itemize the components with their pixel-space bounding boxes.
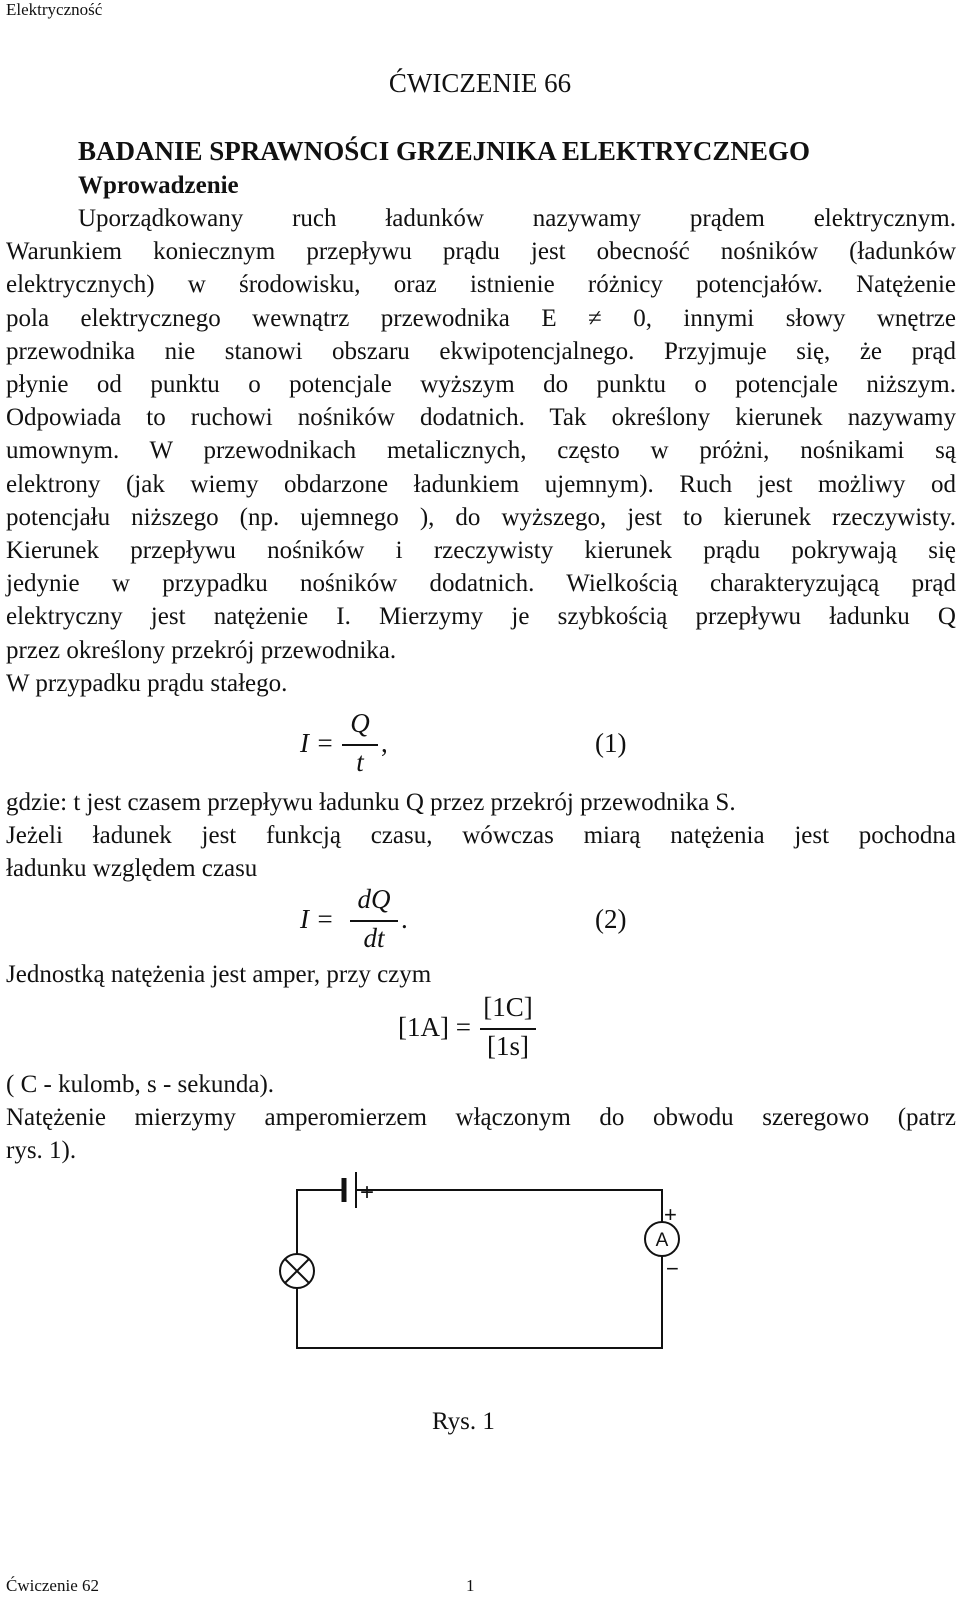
footer-left: Ćwiczenie 62: [6, 1576, 99, 1595]
units-paragraph: [6, 1068, 956, 1168]
text-line: Warunkiem koniecznym przepływu prądu jest obecność nośników (ładunków: [6, 238, 956, 266]
text-line: Jeżeli ładunek jest funkcją czasu, wówczas miarą natężenia jest pochodna: [6, 822, 956, 850]
figure-caption: Rys. 1: [432, 1408, 495, 1435]
equation-2-lhs: I =: [300, 904, 334, 934]
text-line: umownym. W przewodnikach metalicznych, często w próżni, nośnikami są: [6, 437, 956, 465]
equation-1-lhs: I =: [300, 728, 334, 758]
fraction-bar: [350, 920, 398, 922]
equation-3-denominator: [1s]: [487, 1031, 529, 1061]
fraction-bar: [480, 1028, 536, 1030]
equation-1-numerator: Q: [350, 708, 370, 738]
equation-3-numerator: [1C]: [483, 992, 533, 1022]
equation-1-fraction: [340, 708, 380, 778]
lamp-icon: [280, 1254, 314, 1288]
battery-plus: +: [360, 1179, 375, 1206]
intro-paragraph: [6, 202, 956, 700]
wire-bottom: [297, 1256, 662, 1348]
battery-icon: [330, 1172, 356, 1208]
circuit-diagram: [0, 1170, 960, 1410]
ammeter-label: A: [655, 1230, 669, 1251]
text-line: ładunku względem czasu: [6, 855, 258, 883]
text-line: Uporządkowany ruch ładunków nazywamy prądem elektrycznym.: [78, 205, 956, 232]
after-eq1-paragraph: [6, 786, 956, 886]
equation-2-fraction: [348, 884, 400, 954]
equation-1-denominator: t: [356, 747, 364, 777]
running-header: Elektryczność: [6, 0, 103, 19]
text-line: elektrony (jak wiemy obdarzone ładunkiem ujemnym). Ruch jest możliwy od: [6, 470, 956, 498]
text-line: rys. 1).: [6, 1137, 77, 1165]
after-eq2-paragraph: [6, 958, 956, 991]
equation-1-number: (1): [595, 728, 627, 758]
exercise-subtitle: BADANIE SPRAWNOŚCI GRZEJNIKA ELEKTRYCZNEGO: [78, 136, 810, 166]
ammeter-plus: +: [664, 1202, 677, 1227]
section-heading: Wprowadzenie: [78, 172, 239, 199]
text-line: Natężenie mierzymy amperomierzem włączonym do obwodu szeregowo (patrz: [6, 1104, 956, 1132]
text-line: Jednostką natężenia jest amper, przy czym: [6, 961, 432, 988]
text-line: płynie od punktu o potencjale wyższym do punktu o potencjale niższym.: [6, 371, 956, 399]
wire-top-right: [356, 1190, 662, 1222]
text-line: pola elektrycznego wewnątrz przewodnika E ≠ 0, innymi słowy wnętrze: [6, 304, 956, 332]
text-line: gdzie: t jest czasem przepływu ładunku Q przez przekrój przewodnika S.: [6, 789, 736, 816]
text-line: Odpowiada to ruchowi nośników dodatnich. Tak określony kierunek nazywamy: [6, 404, 956, 432]
equation-2-denominator: dt: [363, 923, 385, 953]
fraction-bar: [342, 744, 378, 746]
equation-3-fraction: [478, 992, 538, 1062]
text-line: elektryczny jest natężenie I. Mierzymy je szybkością przepływu ładunku Q: [6, 603, 956, 631]
text-line: przez określony przekrój przewodnika.: [6, 636, 397, 664]
text-line: elektrycznych) w środowisku, oraz istnienie różnicy potencjałów. Natężenie: [6, 271, 956, 299]
text-line: przewodnika nie stanowi obszaru ekwipotencjalnego. Przyjmuje się, że prąd: [6, 337, 956, 365]
page-number: 1: [466, 1576, 475, 1595]
text-line: jedynie w przypadku nośników dodatnich. Wielkością charakteryzującą prąd: [6, 570, 956, 598]
equation-3-lhs: [1A] =: [398, 1012, 471, 1042]
equation-2-numerator: dQ: [357, 884, 391, 914]
text-line: ( C - kulomb, s - sekunda).: [6, 1071, 275, 1098]
equation-1-comma: ,: [381, 728, 388, 758]
text-line: Kierunek przepływu nośników i rzeczywisty kierunek prądu pokrywają się: [6, 537, 956, 565]
text-line: W przypadku prądu stałego.: [6, 669, 288, 697]
ammeter-minus: −: [666, 1256, 679, 1281]
exercise-title: ĆWICZENIE 66: [388, 68, 572, 98]
equation-2-number: (2): [595, 904, 627, 934]
equation-2-period: .: [401, 904, 408, 934]
wire-top-left: [297, 1190, 344, 1210]
text-line: potencjału niższego (np. ujemnego ), do wyższego, jest to kierunek rzeczywisty.: [6, 503, 956, 531]
